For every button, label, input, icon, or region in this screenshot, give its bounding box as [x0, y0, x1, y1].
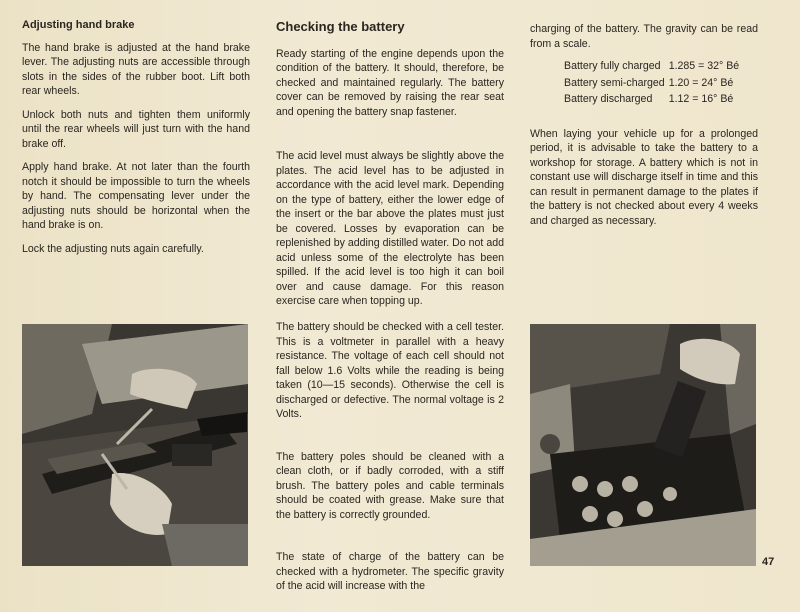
battery-section-top	[276, 20, 504, 318]
table-row	[564, 59, 743, 76]
battery-paragraph: The state of charge of the battery can be checked with a hydrometer. The specific gravity of the acid will increase with the	[276, 551, 504, 592]
hand-brake-photo	[22, 324, 248, 566]
battery-section-right	[530, 22, 758, 237]
battery-section-bottom	[276, 320, 504, 603]
gravity-value: 1.12 = 16° Bé	[668, 93, 734, 105]
hand-brake-photo-drawing	[22, 324, 248, 566]
hand-brake-paragraph: The hand brake is adjusted at the hand brake lever. The adjusting nuts are accessible through slots in the sides of the rubber boot. Lift both rear wheels.	[22, 41, 250, 97]
table-row	[564, 76, 743, 93]
battery-photo-drawing	[530, 324, 756, 566]
gravity-label: Battery fully charged	[564, 60, 661, 72]
hand-brake-paragraph: Lock the adjusting nuts again carefully.	[22, 242, 204, 255]
hand-brake-section	[22, 18, 250, 265]
gravity-label: Battery discharged	[564, 93, 653, 105]
hand-brake-heading: Adjusting hand brake	[22, 19, 135, 31]
battery-paragraph: The battery should be checked with a cell tester. This is a voltmeter in parallel with a heavy resistance. The voltage of each cell should not fall below 1.6 Volts while the reading is being taken (10—15 seconds). Otherwise the cell is discharged or defective. The normal voltage is 2 Volts.	[276, 321, 504, 420]
gravity-value: 1.285 = 32° Bé	[668, 60, 740, 72]
hand-brake-paragraph: Unlock both nuts and tighten them uniformly until the rear wheels will just turn with the hand brake off.	[22, 108, 250, 150]
battery-paragraph: When laying your vehicle up for a prolonged period, it is advisable to take the battery to a workshop for storage. A battery which is not in constant use will discharge itself in time and this can result in permanent damage to the plates if the battery is not checked about every 4 weeks and charged as necessary.	[530, 127, 758, 227]
battery-heading: Checking the battery	[276, 19, 405, 34]
battery-paragraph: The acid level must always be slightly above the plates. The acid level has to be adjusted in accordance with the acid level mark. Depending on the type of battery, either the lower edge of the insert or the bar above the plates must just be covered. Losses by evaporation can be replenished by adding distilled water. Do not add acid unless some of the electrolyte has been spilled. If the acid level is too high it can boil over and cause damage. For this reason exercise care when topping up.	[276, 150, 504, 307]
page-number: 47	[762, 556, 775, 568]
battery-photo	[530, 324, 756, 566]
specific-gravity-table	[564, 59, 743, 109]
battery-paragraph: The battery poles should be cleaned with a clean cloth, or if badly corroded, with a stiff brush. The battery poles and cable terminals should be coated with grease. Make sure that the battery is correctly grounded.	[276, 450, 504, 521]
table-row	[564, 92, 743, 109]
hand-brake-paragraph: Apply hand brake. At not later than the fourth notch it should be impossible to turn the wheels by hand. The compensating lever under the adjusting nuts should be horizontal when the hand brake is on.	[22, 161, 250, 231]
battery-paragraph: charging of the battery. The gravity can be read from a scale.	[530, 23, 758, 50]
gravity-label: Battery semi-charged	[564, 76, 665, 89]
battery-paragraph: Ready starting of the engine depends upon the condition of the battery. It should, therefore, be checked and maintained regularly. The battery cover can be removed by raising the rear seat and opening the battery snap fastener.	[276, 47, 504, 118]
gravity-value: 1.20 = 24° Bé	[668, 76, 734, 89]
